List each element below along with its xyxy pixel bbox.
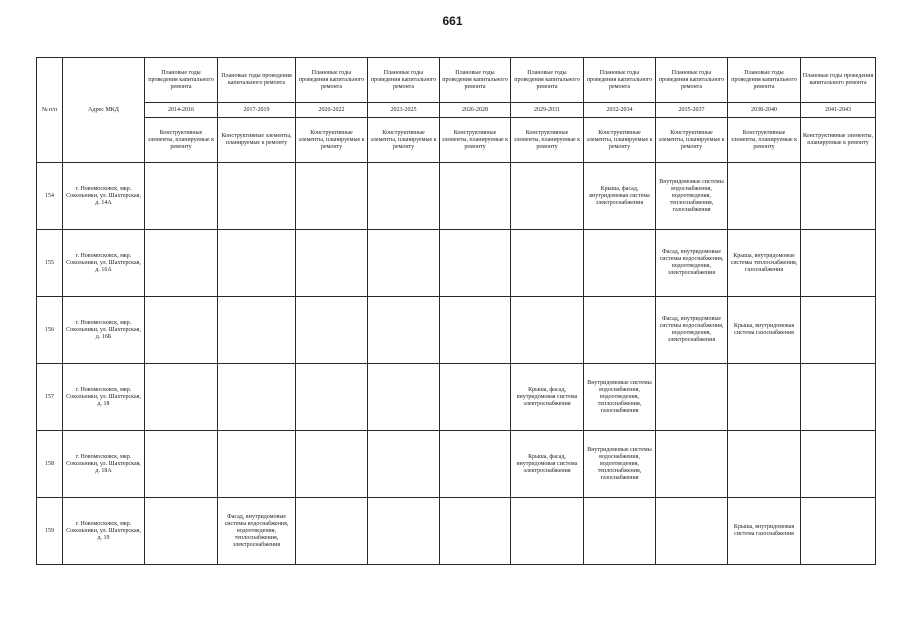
period-years-9: 2041-2043 xyxy=(801,103,876,118)
period-title-7: Плановые годы проведения капитального ремонта xyxy=(656,58,728,103)
repair-elements-cell: Фасад, внутридомовые системы водоснабжения, водоотведения, электроснабжения xyxy=(656,297,728,364)
repair-elements-cell: Внутридомовые системы водоснабжения, водоотведения, теплоснабжения, газоснабжения xyxy=(584,364,656,431)
repair-elements-cell xyxy=(511,230,584,297)
repair-elements-cell xyxy=(218,163,296,230)
repair-elements-cell xyxy=(656,431,728,498)
period-elements-header-9: Конструктивные элементы, планируемые к ремонту xyxy=(801,118,876,163)
repair-elements-cell: Внутридомовые системы водоснабжения, водоотведения, теплоснабжения, газоснабжения xyxy=(656,163,728,230)
period-elements-header-2: Конструктивные элементы, планируемые к ремонту xyxy=(296,118,368,163)
header-row-years xyxy=(37,103,876,118)
repair-elements-cell: Крыша, фасад, внутридомовая система электроснабжения xyxy=(511,431,584,498)
repair-elements-cell xyxy=(801,163,876,230)
repair-elements-cell xyxy=(145,230,218,297)
repair-elements-cell: Фасад, внутридомовые системы водоснабжения, водоотведения, теплоснабжения, электроснабжения xyxy=(218,498,296,565)
row-number: 157 xyxy=(37,364,63,431)
page-number: 661 xyxy=(442,14,463,28)
repair-elements-cell xyxy=(440,230,511,297)
period-elements-header-0: Конструктивные элементы, планируемые к ремонту xyxy=(145,118,218,163)
period-years-2: 2020-2022 xyxy=(296,103,368,118)
repair-elements-cell xyxy=(218,297,296,364)
repair-elements-cell xyxy=(368,297,440,364)
header-num: № п/п xyxy=(37,58,63,163)
period-years-6: 2032-2034 xyxy=(584,103,656,118)
repair-elements-cell xyxy=(218,364,296,431)
table-row xyxy=(37,431,876,498)
repair-elements-cell xyxy=(145,364,218,431)
repair-elements-cell xyxy=(368,431,440,498)
row-number: 154 xyxy=(37,163,63,230)
repair-elements-cell xyxy=(801,297,876,364)
repair-elements-cell xyxy=(440,431,511,498)
repair-elements-cell xyxy=(440,163,511,230)
period-title-0: Плановые годы проведения капитального ремонта xyxy=(145,58,218,103)
repair-elements-cell: Внутридомовые системы водоснабжения, водоотведения, теплоснабжения, газоснабжения xyxy=(584,431,656,498)
repair-elements-cell xyxy=(368,230,440,297)
period-title-6: Плановые годы проведения капитального ремонта xyxy=(584,58,656,103)
period-elements-header-7: Конструктивные элементы, планируемые к ремонту xyxy=(656,118,728,163)
period-title-9: Плановые годы проведения капитального ремонта xyxy=(801,58,876,103)
period-title-8: Плановые годы проведения капитального ремонта xyxy=(728,58,801,103)
row-number: 158 xyxy=(37,431,63,498)
row-number: 156 xyxy=(37,297,63,364)
repair-elements-cell: Крыша, фасад, внутридомовая система электроснабжения xyxy=(511,364,584,431)
repair-elements-cell: Крыша, фасад, внутридомовая система электроснабжения xyxy=(584,163,656,230)
repair-elements-cell xyxy=(218,230,296,297)
period-title-3: Плановые годы проведения капитального ремонта xyxy=(368,58,440,103)
table-row xyxy=(37,498,876,565)
period-years-1: 2017-2019 xyxy=(218,103,296,118)
row-address: г. Новомосковск, мкр. Сокольники, ул. Шахтерская, д. 16А xyxy=(63,230,145,297)
table-row xyxy=(37,297,876,364)
period-elements-header-5: Конструктивные элементы, планируемые к ремонту xyxy=(511,118,584,163)
period-years-7: 2035-2037 xyxy=(656,103,728,118)
table-row xyxy=(37,230,876,297)
header-address: Адрес МКД xyxy=(63,58,145,163)
repair-elements-cell xyxy=(728,364,801,431)
repair-elements-cell xyxy=(801,431,876,498)
repair-elements-cell xyxy=(145,498,218,565)
row-number: 155 xyxy=(37,230,63,297)
repair-elements-cell xyxy=(511,163,584,230)
repair-elements-cell xyxy=(584,230,656,297)
repair-elements-cell xyxy=(368,498,440,565)
repair-elements-cell xyxy=(440,297,511,364)
period-years-3: 2023-2025 xyxy=(368,103,440,118)
period-years-8: 2038-2040 xyxy=(728,103,801,118)
repair-elements-cell xyxy=(145,163,218,230)
repair-elements-cell xyxy=(145,431,218,498)
repair-elements-cell xyxy=(511,297,584,364)
period-elements-header-4: Конструктивные элементы, планируемые к ремонту xyxy=(440,118,511,163)
period-elements-header-6: Конструктивные элементы, планируемые к ремонту xyxy=(584,118,656,163)
table-row xyxy=(37,163,876,230)
repair-elements-cell xyxy=(656,364,728,431)
period-title-5: Плановые годы проведения капитального ремонта xyxy=(511,58,584,103)
header-row-titles xyxy=(37,58,876,103)
repair-elements-cell xyxy=(584,297,656,364)
repair-elements-cell xyxy=(801,230,876,297)
repair-elements-cell xyxy=(218,431,296,498)
row-address: г. Новомосковск, мкр. Сокольники, ул. Шахтерская, д. 16Б xyxy=(63,297,145,364)
repair-elements-cell: Крыша, внутридомовая система газоснабжения xyxy=(728,297,801,364)
period-title-1: Плановые годы проведения капитального ремонта xyxy=(218,58,296,103)
repair-elements-cell xyxy=(801,364,876,431)
repair-elements-cell xyxy=(656,498,728,565)
repair-elements-cell xyxy=(296,297,368,364)
period-years-4: 2026-2028 xyxy=(440,103,511,118)
period-elements-header-8: Конструктивные элементы, планируемые к ремонту xyxy=(728,118,801,163)
period-title-2: Плановые годы проведения капитального ремонта xyxy=(296,58,368,103)
period-years-0: 2014-2016 xyxy=(145,103,218,118)
repair-elements-cell xyxy=(296,163,368,230)
repair-elements-cell xyxy=(801,498,876,565)
repair-elements-cell xyxy=(728,163,801,230)
repair-elements-cell xyxy=(728,431,801,498)
repair-elements-cell xyxy=(368,163,440,230)
row-address: г. Новомосковск, мкр. Сокольники, ул. Шахтерская, д. 14А xyxy=(63,163,145,230)
row-address: г. Новомосковск, мкр. Сокольники, ул. Шахтерская, д. 18А xyxy=(63,431,145,498)
row-address: г. Новомосковск, мкр. Сокольники, ул. Шахтерская, д. 18 xyxy=(63,364,145,431)
repair-elements-cell xyxy=(440,498,511,565)
repair-elements-cell xyxy=(296,230,368,297)
repair-elements-cell: Крыша, внутридомовые системы теплоснабжения, газоснабжения xyxy=(728,230,801,297)
period-years-5: 2029-2031 xyxy=(511,103,584,118)
period-elements-header-1: Конструктивные элементы, планируемые к ремонту xyxy=(218,118,296,163)
repair-elements-cell: Фасад, внутридомовые системы водоснабжения, водоотведения, электроснабжения xyxy=(656,230,728,297)
table-body xyxy=(37,163,876,565)
table-row xyxy=(37,364,876,431)
repair-elements-cell xyxy=(440,364,511,431)
row-number: 159 xyxy=(37,498,63,565)
repair-elements-cell xyxy=(296,498,368,565)
header-row-elements xyxy=(37,118,876,163)
repair-elements-cell xyxy=(296,431,368,498)
row-address: г. Новомосковск, мкр. Сокольники, ул. Шахтерская, д. 19 xyxy=(63,498,145,565)
period-elements-header-3: Конструктивные элементы, планируемые к ремонту xyxy=(368,118,440,163)
period-title-4: Плановые годы проведения капитального ремонта xyxy=(440,58,511,103)
repair-elements-cell xyxy=(145,297,218,364)
repair-elements-cell: Крыша, внутридомовая система газоснабжения xyxy=(728,498,801,565)
repair-elements-cell xyxy=(584,498,656,565)
repair-elements-cell xyxy=(296,364,368,431)
capital-repair-plan-table xyxy=(36,57,876,565)
repair-elements-cell xyxy=(511,498,584,565)
repair-elements-cell xyxy=(368,364,440,431)
